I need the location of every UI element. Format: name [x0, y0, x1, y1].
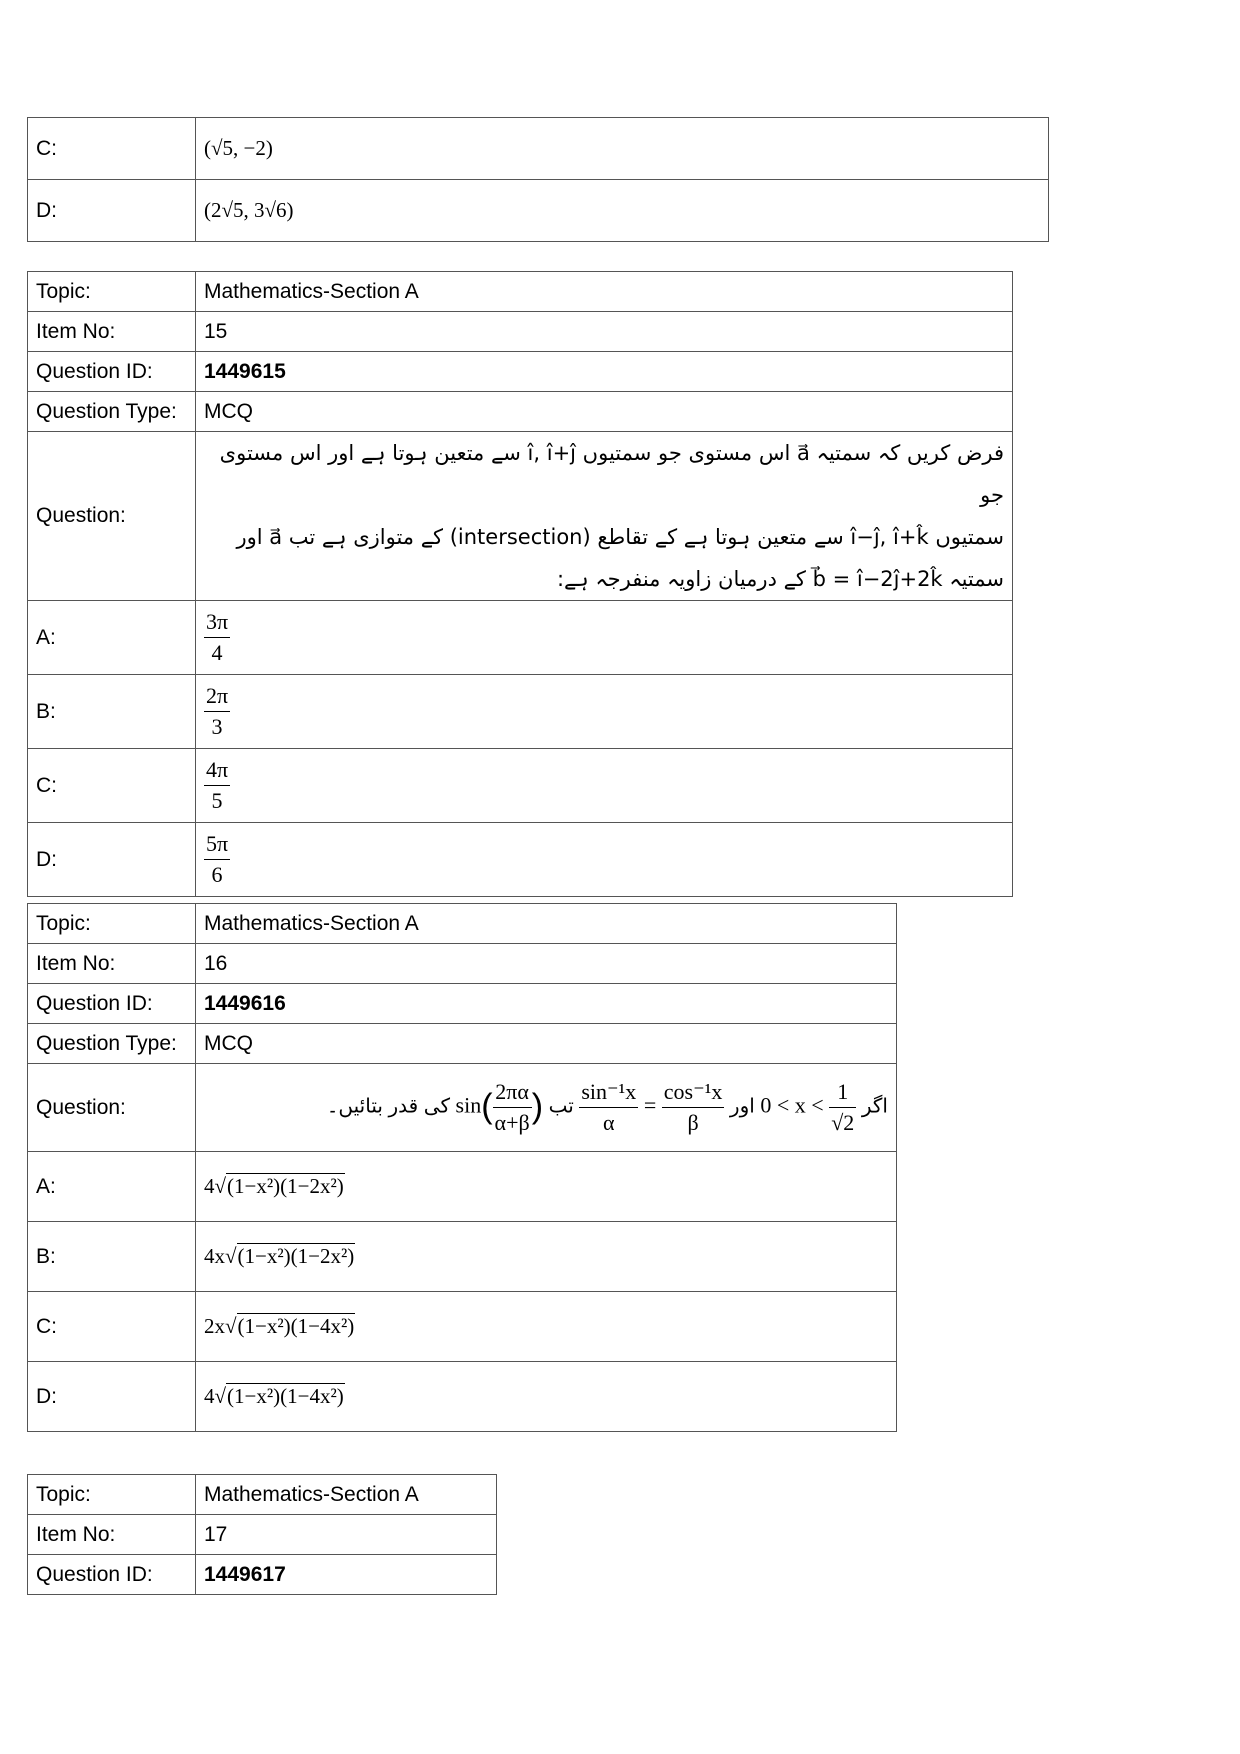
question-word-and: اور [729, 1095, 755, 1118]
option-b-label: B: [28, 1222, 196, 1292]
question-id-value: 1449615 [196, 352, 1013, 392]
option-a-value: $\frac{3\pi}{4}$ [196, 601, 1013, 675]
item-no-label: Item No: [28, 1515, 196, 1555]
item-no-value: 15 [196, 312, 1013, 352]
question-label: Question: [28, 432, 196, 601]
option-c-label: C: [28, 118, 196, 180]
option-b-label: B: [28, 675, 196, 749]
question-type-label: Question Type: [28, 392, 196, 432]
question-word-if: اگر [861, 1095, 888, 1118]
question-word-value: کی قدر بتائیں۔ [326, 1095, 450, 1118]
question-id-label: Question ID: [28, 1555, 196, 1595]
topic-label: Topic: [28, 272, 196, 312]
option-b-value: 4x√(1−x²)(1−2x²) [196, 1222, 897, 1292]
question-equation: $\frac{\text{sin⁻¹x}}{\alpha}$ = $\frac{\text{cos⁻¹x}}{\beta}$ [581, 1079, 723, 1135]
option-d-label: D: [28, 1362, 196, 1432]
topic-value: Mathematics-Section A [196, 272, 1013, 312]
option-a-label: A: [28, 601, 196, 675]
option-c-value: (√5, −2) [196, 118, 1049, 180]
option-c-value: $\frac{4\pi}{5}$ [196, 749, 1013, 823]
question-expression: sin( $\frac{2\pi\alpha}{\alpha+\beta}$ ) [455, 1079, 544, 1135]
question-type-value: MCQ [196, 392, 1013, 432]
option-d-value: (2√5, 3√6) [196, 180, 1049, 242]
prev-question-options-table [27, 117, 1049, 242]
item-no-value: 17 [196, 1515, 497, 1555]
question-id-value: 1449616 [196, 984, 897, 1024]
topic-label: Topic: [28, 904, 196, 944]
question-type-label: Question Type: [28, 1024, 196, 1064]
topic-value: Mathematics-Section A [196, 904, 897, 944]
question-condition: 0 < x < $\frac{1}{√2}$ [760, 1079, 855, 1135]
topic-label: Topic: [28, 1475, 196, 1515]
option-d-value: 4√(1−x²)(1−4x²) [196, 1362, 897, 1432]
option-b-value: $\frac{2\pi}{3}$ [196, 675, 1013, 749]
question-word-then: تب [548, 1095, 574, 1118]
item-no-value: 16 [196, 944, 897, 984]
question-line-1: فرض کریں کہ سمتیہ a⃗ اس مستوی جو سمتیوں î, î+ĵ سے متعین ہوتا ہے اور اس مستوی جو [219, 441, 1004, 507]
option-a-label: A: [28, 1152, 196, 1222]
question-id-label: Question ID: [28, 984, 196, 1024]
option-d-value: $\frac{5\pi}{6}$ [196, 823, 1013, 897]
question-16-table [27, 903, 897, 1432]
question-15-table [27, 271, 1013, 897]
question-type-value: MCQ [196, 1024, 897, 1064]
option-d-label: D: [28, 823, 196, 897]
question-17-table [27, 1474, 497, 1595]
topic-value: Mathematics-Section A [196, 1475, 497, 1515]
item-no-label: Item No: [28, 944, 196, 984]
question-line-2: سمتیوں î−ĵ, î+k̂ سے متعین ہوتا ہے کے تقاطع (intersection) کے متوازی ہے تب a⃗ اور [236, 525, 1004, 549]
question-id-label: Question ID: [28, 352, 196, 392]
option-c-label: C: [28, 1292, 196, 1362]
item-no-label: Item No: [28, 312, 196, 352]
question-label: Question: [28, 1064, 196, 1152]
option-c-label: C: [28, 749, 196, 823]
question-id-value: 1449617 [196, 1555, 497, 1595]
option-d-label: D: [28, 180, 196, 242]
question-text [196, 1064, 897, 1152]
question-line-3: سمتیہ b⃗ = î−2ĵ+2k̂ کے درمیان زاویہ منفرجہ ہے: [556, 567, 1004, 591]
question-text [196, 432, 1013, 601]
option-c-value: 2x√(1−x²)(1−4x²) [196, 1292, 897, 1362]
option-a-value: 4√(1−x²)(1−2x²) [196, 1152, 897, 1222]
